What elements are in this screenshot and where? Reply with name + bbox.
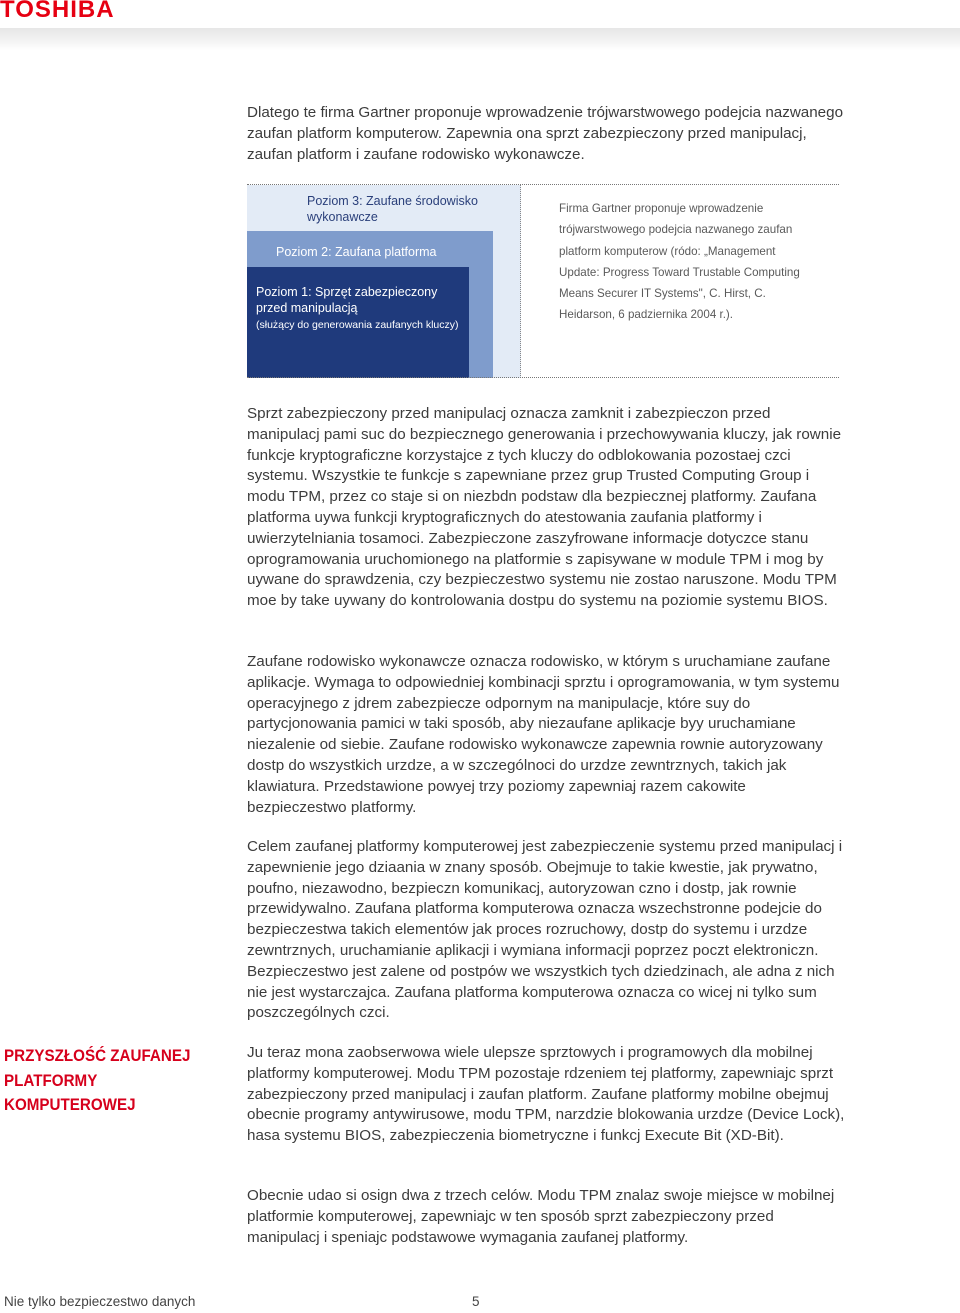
- level2-label: Poziom 2: Zaufana platforma: [276, 245, 437, 259]
- body-paragraph-4: Ju teraz mona zaobserwowa wiele ulepsze sprztowych i programowych dla mobilnej platformy komputerowej. Modu TPM pozostaje rdzeniem tej platformy, zapewniajc sprzt zabezpieczony przed manipulacj i zaufan platform. Zaufane platformy mobilne obejmuj obecnie programy antywirusowe, modu TPM, narzdzie blokowania urzdze (Device Lock), hasa systemu BIOS, zabezpieczenia biometryczne i funkcj Execute Bit (XD-Bit).: [247, 1044, 845, 1145]
- body-paragraph-2: Zaufane rodowisko wykonawcze oznacza rodowisko, w którym s uruchamiane zaufane aplikacje. Wymaga to odpowiedniej kombinacji sprztu i oprogramowania, w tym systemu operacyjnego z jdrem zabezpiecze odpornym na manipulacje, które suy do partycjonowania pamici w taki sposób, aby niezaufane aplikacje byy uruchamiane niezalenie od siebie. Zaufane rodowisko wykonawcze zapewnia rownie autoryzowany dostp do wszystkich urzdze, a w szczególnoci do urzdze zewntrznych, takich jak klawiatura. Przedstawione powyej trzy poziomy zapewniaj razem cakowite bezpieczestwo platformy.: [247, 653, 840, 816]
- gartner-quote: Firma Gartner proponuje wprowadzenie trójwarstwowego podejcia nazwanego zaufan platform komputerow (ródo: „Management Update: Progress Toward Trustable Computing Means Securer IT Systems", C. Hirst, C. Heidarson, 6 padziernika 2004 r.).: [559, 202, 800, 322]
- footer-title: Nie tylko bezpieczestwo danych: [4, 1294, 196, 1309]
- level3-edge: [520, 185, 521, 378]
- header-band: [0, 28, 960, 50]
- section-heading: PRZYSZŁOŚĆ ZAUFANEJ PLATFORMY KOMPUTEROWEJ: [4, 1047, 191, 1114]
- trust-levels-diagram: [247, 185, 521, 378]
- body-paragraph-3: Celem zaufanej platformy komputerowej jest zabezpieczenie systemu przed manipulacj i zapewnienie jego dziaania w znany sposób. Obejmuje to takie kwestie, jak prywatno, poufno, niezawodno, bezpieczn komunikacj, autoryzowan czno i dostp, jak rownie przewidywalno. Zaufana platforma komputerowa oznacza wszechstronne podejcie do bezpieczestwa takich elementów jak proces rozruchowy, dostp do systemu i urzdze zewntrznych, uruchamianie aplikacji i wymiana informacji poprzez poczt elektroniczn. Bezpieczestwo jest zalene od postpów we wszystkich tych dziedzinach, ale adna z nich nie jest wystarczajca. Zaufana platforma komputerowa oznacza co wicej ni tylko sum poszczególnych czci.: [247, 838, 843, 1022]
- body-paragraph-5: Obecnie udao si osign dwa z trzech celów. Modu TPM znalaz swoje miejsce w mobilnej platformie komputerowej, zapewniajc w ten sposób sprzt zabezpieczony przed manipulacj i speniajc podstawowe wymagania zaufanej platformy.: [247, 1187, 835, 1246]
- level3-label: Poziom 3: Zaufane środowisko wykonawcze: [307, 194, 478, 224]
- page-number: 5: [472, 1294, 480, 1309]
- body-paragraph-1: Sprzt zabezpieczony przed manipulacj oznacza zamknit i zabezpieczon przed manipulacj pami suc do bezpiecznego generowania i przechowywania kluczy, jak rownie funkcje kryptograficzne korzystajce z tych kluczy do odblokowania pozostaej czci systemu. Wszystkie te funkcje s zapewniane przez grup Trusted Computing Group i modu TPM, przez co staje si on niezbdn podstaw dla bezpiecznej platformy. Zaufana platforma uywa funkcji kryptograficznych do atestowania zaufania platformy i uwierzytelniania tosamoci. Zabezpieczone zaszyfrowane informacje dotyczce stanu oprogramowania uruchomionego na platformie s zapisywane w module TPM i mog by uywane do sprawdzenia, czy bezpieczestwo systemu nie zostao naruszone. Modu TPM moe by take uywany do kontrolowania dostpu do systemu na poziomie systemu BIOS.: [247, 405, 842, 610]
- toshiba-logo: TOSHIBA: [0, 0, 115, 23]
- level1-label: Poziom 1: Sprzęt zabezpieczony przed manipulacją: [256, 285, 438, 315]
- level1-sublabel: (służący do generowania zaufanych kluczy): [256, 319, 459, 331]
- intro-paragraph: Dlatego te firma Gartner proponuje wprowadzenie trójwarstwowego podejcia nazwanego zaufan platform komputerow. Zapewnia ona sprzt zabezpieczony przed manipulacj, zaufan platform i zaufane rodowisko wykonawcze.: [247, 104, 844, 163]
- divider-bottom: [247, 377, 839, 378]
